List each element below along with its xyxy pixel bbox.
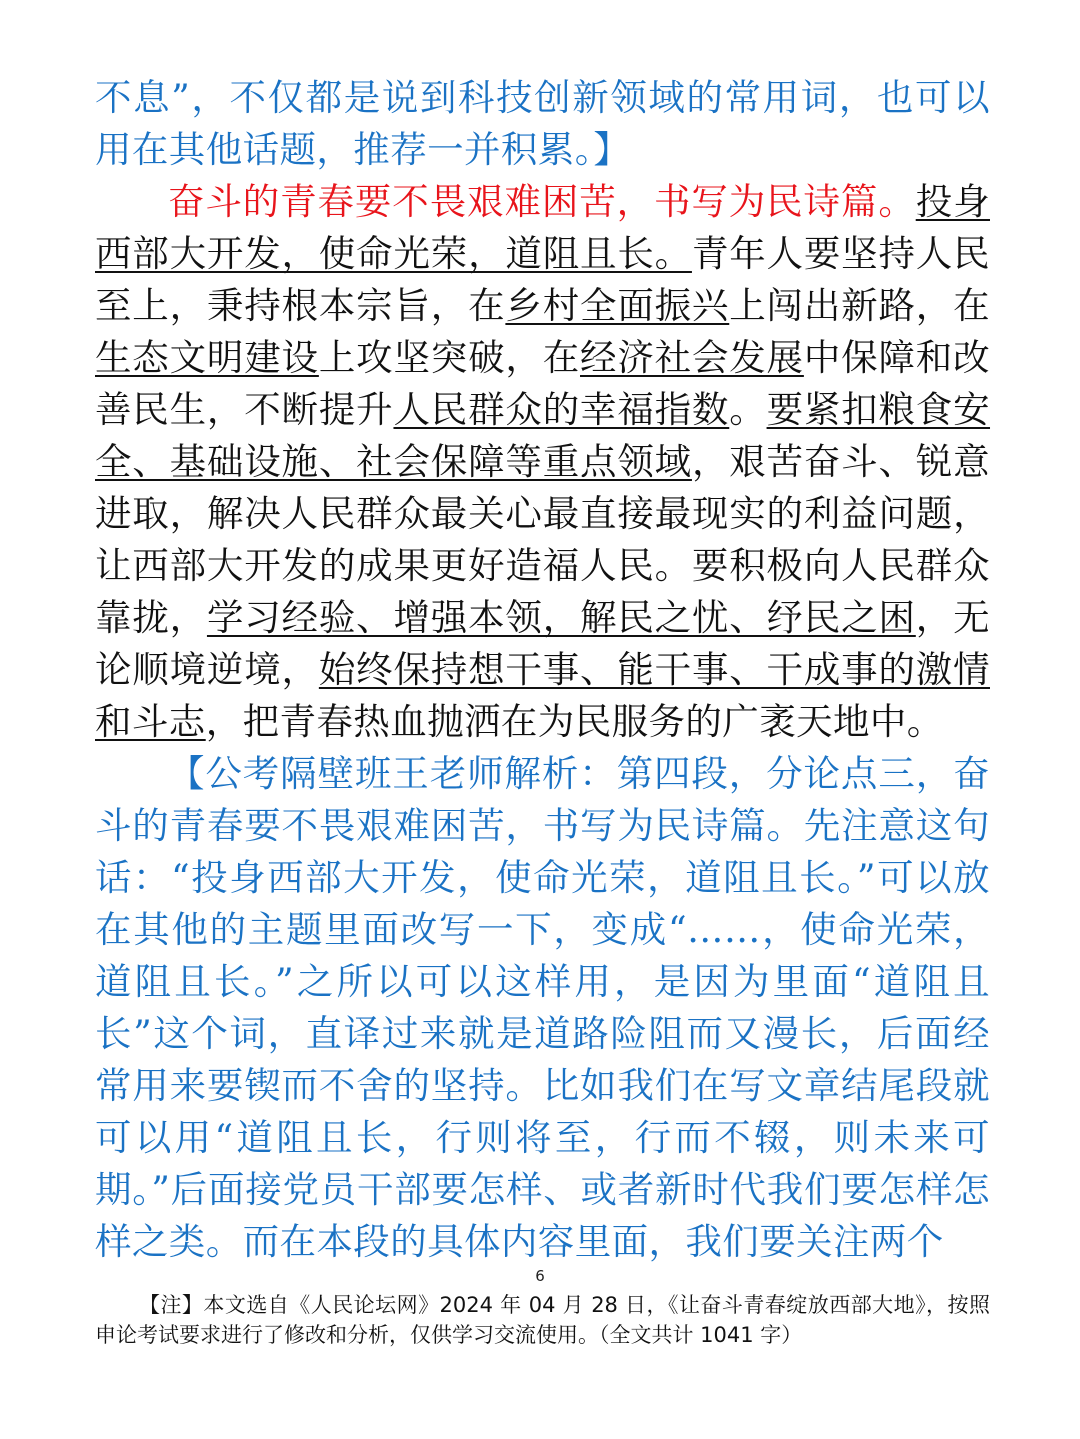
underlined-phrase: 人民群众的幸福指数 xyxy=(393,388,730,431)
body-text: ，艰苦奋斗、锐意进取，解决人民群众最关心最直接最现实的利益问题，让西部大开发的成果更好造福人民。要积极向人民群众靠拢， xyxy=(95,440,990,639)
body-text: 中保障和改善民生，不断提升 xyxy=(95,336,991,431)
underlined-phrase: 投身西部大开发，使命光荣，道阻且长。 xyxy=(95,180,990,275)
underlined-phrase: 始终保持想干事、能干事、干成事的激情和斗志 xyxy=(95,648,990,743)
underlined-phrase: 生态文明建设 xyxy=(95,336,319,379)
analysis-paragraph-tail: 不息”，不仅都是说到科技创新领域的常用词，也可以用在其他话题，推荐一并积累。】 xyxy=(95,76,990,171)
body-text: 青年人要坚持人民至上，秉持根本宗旨，在 xyxy=(95,232,990,327)
footnote: 【注】本文选自《人民论坛网》2024 年 04 月 28 日，《让奋斗青春绽放西部大地》，按照申论考试要求进行了修改和分析，仅供学习交流使用。（全文共计 1041 字） xyxy=(95,1293,990,1347)
page-number: 6 xyxy=(535,1267,545,1285)
body-text: 。 xyxy=(729,388,767,431)
subpoint-heading: 奋斗的青春要不畏艰难困苦，书写为民诗篇。 xyxy=(168,180,916,223)
document-body xyxy=(95,72,990,1268)
underlined-phrase: 要紧扣粮食安全、基础设施、社会保障等重点领域 xyxy=(95,388,991,483)
body-text: 上闯出新路，在 xyxy=(729,284,990,327)
underlined-phrase: 乡村全面振兴 xyxy=(505,284,730,327)
underlined-phrase: 经济社会发展 xyxy=(580,336,804,379)
underlined-phrase: 学习经验、增强本领，解民之忧、纾民之困 xyxy=(206,596,916,639)
analysis-paragraph: 【公考隔壁班王老师解析：第四段，分论点三，奋斗的青春要不畏艰难困苦，书写为民诗篇。先注意这句话：“投身西部大开发，使命光荣，道阻且长。”可以放在其他的主题里面改写一下，变成“……，使命光荣，道阻且长。”之所以可以这样用，是因为里面“道阻且长”这个词，直译过来就是道路险阻而又漫长，后面经常用来要锲而不舍的坚持。比如我们在写文章结尾段就可以用“道阻且长，行则将至，行而不辍，则未来可期。”后面接党员干部要怎样、或者新时代我们要怎样怎样之类。而在本段的具体内容里面，我们要关注两个 xyxy=(95,752,990,1263)
body-text: ，无论顺境逆境， xyxy=(95,596,991,691)
body-text: 上攻坚突破，在 xyxy=(318,336,581,379)
main-paragraph xyxy=(95,176,990,748)
body-text: ，把青春热血抛洒在为民服务的广袤天地中。 xyxy=(205,700,944,743)
